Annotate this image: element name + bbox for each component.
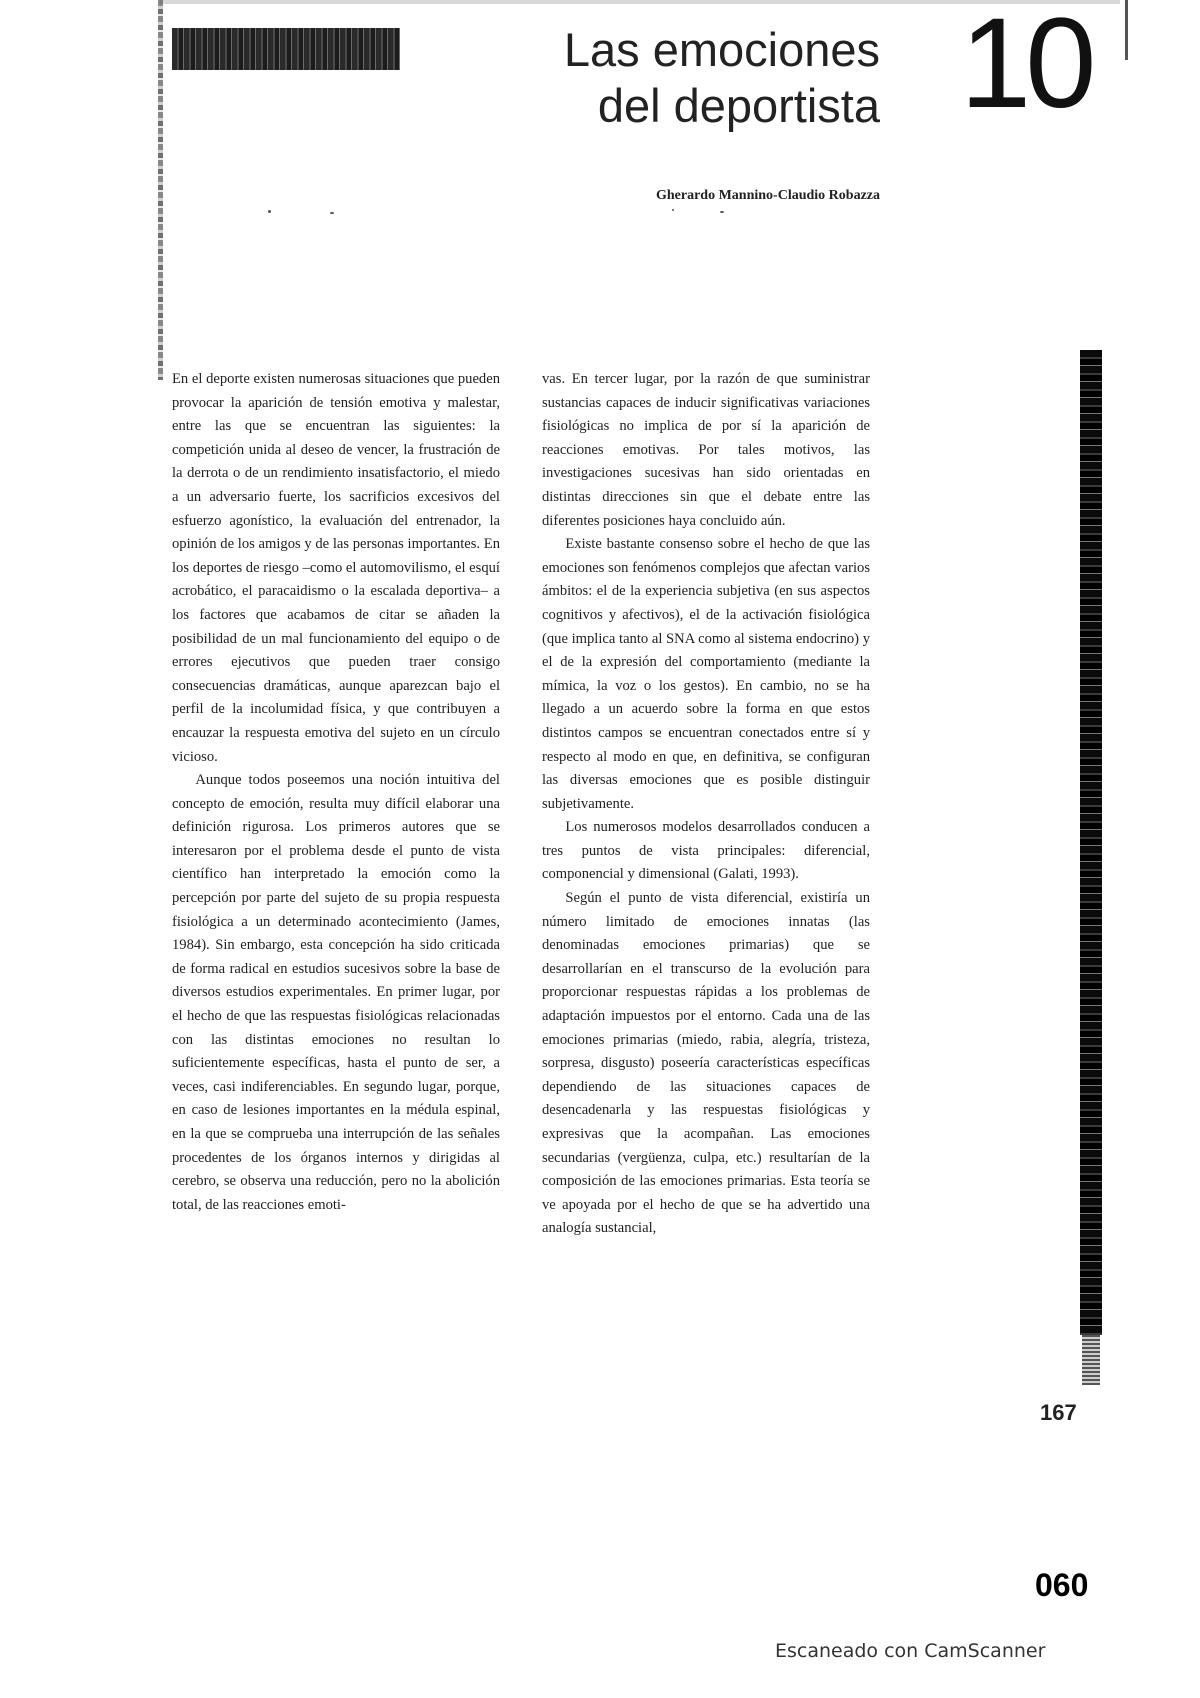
scan-right-margin-bar-tail [1082, 1335, 1100, 1385]
paragraph: En el deporte existen numerosas situaciones que pueden provocar la aparición de tensión emotiva y malestar, entre las que se encuentran las siguientes: la competición unida al deseo de vencer, la frustración de la derrota o de un rendimiento insatisfactorio, el miedo a un adversario fuerte, los sacrificios excesivos del esfuerzo agonístico, la evaluación del entrenador, la opinión de los amigos y de las personas importantes. En los deportes de riesgo –como el automovilismo, el esquí acrobático, el paracaidismo o la escalada deportiva– a los factores que acabamos de citar se añaden la posibilidad de un mal funcionamiento del equipo o de errores ejecutivos que pueden traer consigo consecuencias dramáticas, aunque aparezcan bajo el perfil de la incolumidad física, y que contribuyen a encauzar la respuesta emotiva del sujeto en un círculo vicioso. [172, 371, 500, 765]
paragraph: Existe bastante consenso sobre el hecho de que las emociones son fenómenos complejos que afectan varios ámbitos: el de la experiencia subjetiva (en sus aspectos cognitivos y afectivos), el de la activación fisiológica (que implica tanto al SNA como al sistema endocrino) y el de la expresión del comportamiento (mediante la mímica, la voz o los gestos). En cambio, no se ha llegado a un acuerdo sobre la forma en que estos distintos campos se encuentran conectados entre sí y respecto al modo en que, en definitiva, se configuran las diversas emociones que es posible distinguir subjetivamente. [542, 536, 870, 812]
body-column-right [542, 368, 870, 1241]
chapter-number: 10 [960, 0, 1091, 135]
stamp-number: 060 [1035, 1567, 1089, 1603]
scan-speck [330, 212, 334, 214]
body-column-left [172, 368, 500, 1217]
scanner-watermark: Escaneado con CamScanner [775, 1640, 1046, 1662]
scan-right-edge-artifact [1125, 0, 1128, 60]
scan-right-margin-bar [1080, 350, 1102, 1335]
paragraph: vas. En tercer lugar, por la razón de que suministrar sustancias capaces de inducir significativas variaciones fisiológicas no implica de por sí la aparición de reacciones emotivas. Por tales motivos, las investigaciones sucesivas han sido orientadas en distintas direcciones sin que el debate entre las diferentes posiciones haya concluido aún. [542, 371, 870, 529]
paragraph: Los numerosos modelos desarrollados conducen a tres puntos de vista principales: diferencial, componencial y dimensional (Galati, 1993). [542, 819, 870, 883]
scan-speck [720, 211, 724, 213]
page-number: 167 [1040, 1400, 1077, 1425]
paragraph: Según el punto de vista diferencial, existiría un número limitado de emociones innatas (las denominadas emociones primarias) que se desarrollarían en el transcurso de la evolución para proporcionar respuestas rápidas a los problemas de adaptación impuestos por el entorno. Cada una de las emociones primarias (miedo, rabia, alegría, tristeza, sorpresa, disgusto) poseería características específicas dependiendo de las situaciones capaces de desencadenarla y las respuestas fisiológicas y expresivas que la acompañan. Las emociones secundarias (vergüenza, culpa, etc.) resultarían de la composición de las emociones primarias. Esta teoría se ve apoyada por el hecho de que se ha advertido una analogía sustancial, [542, 890, 870, 1237]
chapter-title [520, 22, 880, 135]
scan-speck [672, 209, 674, 211]
scan-left-edge-artifact [158, 0, 163, 380]
chapter-title-line-2: del deportista [597, 79, 880, 133]
chapter-title-line-1: Las emociones [563, 23, 880, 76]
scan-speck [268, 210, 271, 213]
paragraph: Aunque todos poseemos una noción intuitiva del concepto de emoción, resulta muy difícil elaborar una definición rigurosa. Los primeros autores que se interesaron por el problema desde el punto de vista científico han interpretado la emoción como la percepción por parte del sujeto de su propia respuesta fisiológica a un determinado acontecimiento (James, 1984). Sin embargo, esta concepción ha sido criticada de forma radical en estudios sucesivos sobre la base de diversos estudios experimentales. En primer lugar, por el hecho de que las respuestas fisiológicas relacionadas con las distintas emociones no resultan lo suficientemente específicas, hasta el punto de ser, a veces, casi indiferenciables. En segundo lugar, porque, en caso de lesiones importantes en la médula espinal, en la que se comprueba una interrupción de las señales procedentes de los órganos internos y dirigidas al cerebro, se observa una reducción, pero no la abolición total, de las reacciones emoti- [172, 772, 500, 1213]
chapter-authors: Gherardo Mannino-Claudio Robazza [655, 188, 880, 203]
chapter-header-bar [172, 28, 400, 70]
